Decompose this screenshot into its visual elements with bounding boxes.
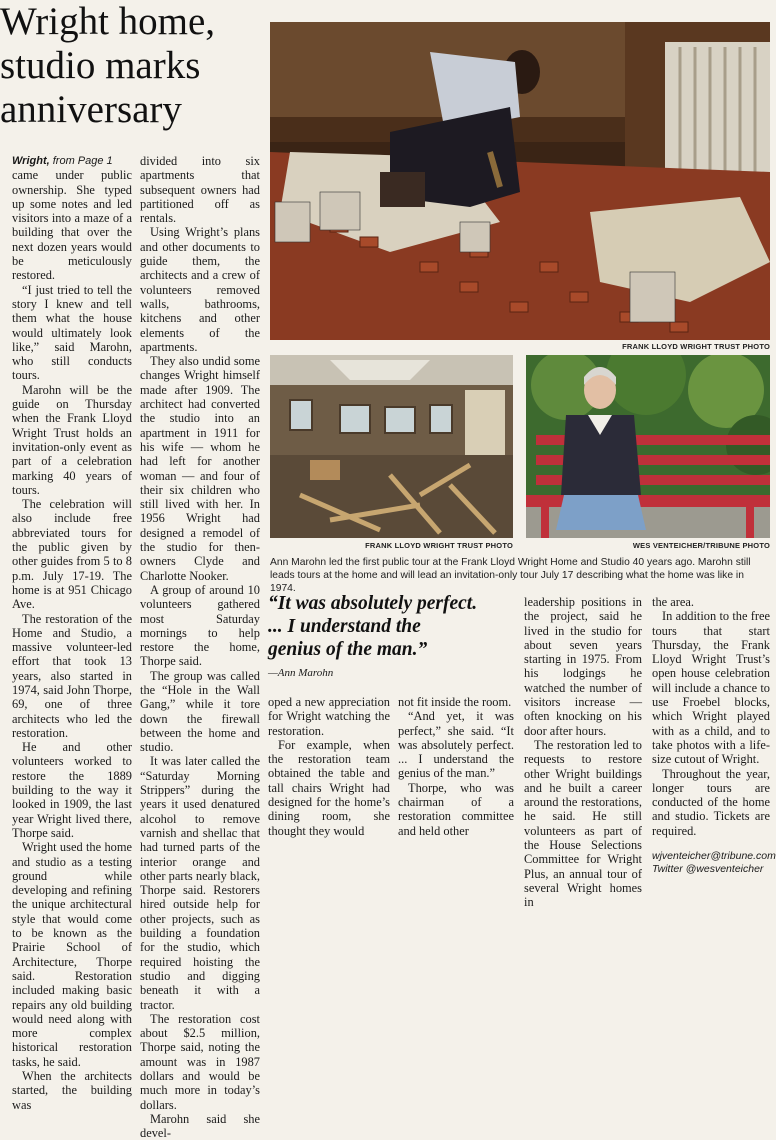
jump-label: Wright, (12, 155, 50, 167)
paragraph: Thorpe, who was chairman of a restoration committee and held other (398, 780, 514, 838)
paragraph: Marohn said she devel- (140, 1111, 260, 1140)
paragraph: Marohn will be the guide on Thursday when the Frank Lloyd Wright Trust holds an invitation-only event as part of a celebration marking 40 years of tours. (12, 382, 132, 497)
paragraph: leadership positions in the project, said he lived in the studio for about seven years starting in 1975. From his lodgings he watched the number of visitors increase — often knocking on his door after hours. (524, 595, 642, 738)
article-column-1 (12, 154, 132, 1112)
studio-interior-photo (270, 355, 513, 538)
paragraph: The restoration cost about $2.5 million, Thorpe said, noting the amount was in 1987 dollars and would be much more in today’s dollars. (140, 1011, 260, 1112)
paragraph: “And yet, it was perfect,” she said. “It was absolutely perfect. ... I understand the genius of the man.” (398, 709, 514, 781)
paragraph: They also undid some changes Wright himself made after 1909. The architect had converted the studio into an apartment in 1911 for his wife — whom he had left for another woman — and four of their six children who still lived with her. In 1956 Wright had designed a remodel of the studio for then-owners Clyde and Charlotte Nooker. (140, 354, 260, 583)
restoration-floor-photo (270, 22, 770, 340)
studio-interior-image (270, 355, 513, 538)
photo-credit-right: WES VENTEICHER/TRIBUNE PHOTO (632, 541, 770, 550)
paragraph: “I just tried to tell the story I knew and tell them what the house would ultimately look like,” said Marohn, who still conducts tours. (12, 282, 132, 383)
paragraph: not fit inside the room. (398, 695, 512, 709)
paragraph: the area. (652, 595, 694, 609)
paragraph: The group was called the “Hole in the Wall Gang,” while it tore down the firewall between the home and studio. (140, 668, 260, 755)
paragraph: The restoration led to requests to restore other Wright buildings and he built a career around the restorations, he said. He still volunteers as part of the House Selections Committee for Wright Plus, an annual tour of several Wright homes in (524, 737, 642, 910)
article-column-2 (140, 154, 260, 1140)
paragraph: Throughout the year, longer tours are conducted of the home and studio. Tickets are required. (652, 766, 770, 838)
article-column-5 (524, 595, 642, 910)
paragraph: A group of around 10 volunteers gathered most Saturday mornings to help restore the home, Thorpe said. (140, 582, 260, 669)
article-column-6 (652, 595, 776, 876)
marohn-portrait-photo (526, 355, 770, 538)
paragraph: In addition to the free tours that start Thursday, the Frank Lloyd Wright Trust’s open house celebration will include a chance to use Froebel blocks, which Wright played with as a child, and to take photos with a life-size cutout of Wright. (652, 609, 770, 767)
paragraph: It was later called the “Saturday Morning Strippers” during the years it used denatured alcohol to remove varnish and shellac that had turned parts of the interior orange and other parts nearly black, Thorpe said. Restorers hired outside help for other projects, such as building a foundation for the studio, which required hoisting the studio and digging beneath it with a tractor. (140, 754, 260, 1012)
paragraph: came under public ownership. She typed up some notes and led visitors into a maze of a building that over the next dozen years would be meticulously restored. (12, 168, 132, 283)
paragraph: divided into six apartments that subsequent owners had partitioned off as rentals. (140, 154, 260, 226)
pull-quote-attribution: —Ann Marohn (268, 667, 334, 679)
paragraph: The celebration will also include free abbreviated tours for the public given by other guides from 5 to 8 p.m. July 17-19. The home is at 951 Chicago Ave. (12, 497, 132, 612)
paragraph: For example, when the restoration team obtained the table and tall chairs Wright had designed for the home’s dining room, she thought they would (268, 737, 390, 838)
restoration-floor-image (270, 22, 770, 340)
photo-credit-top: FRANK LLOYD WRIGHT TRUST PHOTO (622, 342, 770, 351)
headline: Wright home, studio marks anniversary (0, 0, 216, 131)
paragraph: Wright used the home and studio as a testing ground while developing and refining the unique architectural style that would come to be known as the Prairie School of Architecture, Thorpe said. Restoration included making basic repairs any old building would need along with more complex historical restoration tasks, he said. (12, 840, 132, 1069)
paragraph: He and other volunteers worked to restore the 1889 building to the way it looked in 1909, the last year Wright lived there, Thorpe said. (12, 740, 132, 840)
paragraph: Using Wright’s plans and other documents to guide them, the architects and a crew of volunteers removed walls, bathrooms, kitchens and other elements of the apartments. (140, 225, 260, 354)
pull-quote: “It was absolutely perfect. ... I understand the genius of the man.” (268, 593, 478, 660)
jump-line (12, 154, 132, 168)
jump-from: from Page 1 (49, 155, 113, 167)
photo-caption: Ann Marohn led the first public tour at the Frank Lloyd Wright Home and Studio 40 years ago. Marohn still leads tours at the home and will lead an invitation-only tour July 17 describing what the home was like in 1974. (270, 557, 751, 594)
paragraph: When the architects started, the building was (12, 1069, 132, 1112)
marohn-portrait-image (526, 355, 770, 538)
author-email[interactable]: wjventeicher@tribune.com (652, 850, 776, 863)
photo-credit-left: FRANK LLOYD WRIGHT TRUST PHOTO (365, 541, 513, 550)
paragraph: The restoration of the Home and Studio, a massive volunteer-led effort that took 13 years, also started in 1974, said John Thorpe, 69, one of three architects who led the restoration. (12, 611, 132, 740)
author-twitter[interactable]: Twitter @wesventeicher (652, 863, 764, 876)
paragraph: oped a new appreciation for Wright watching the restoration. (268, 695, 390, 738)
